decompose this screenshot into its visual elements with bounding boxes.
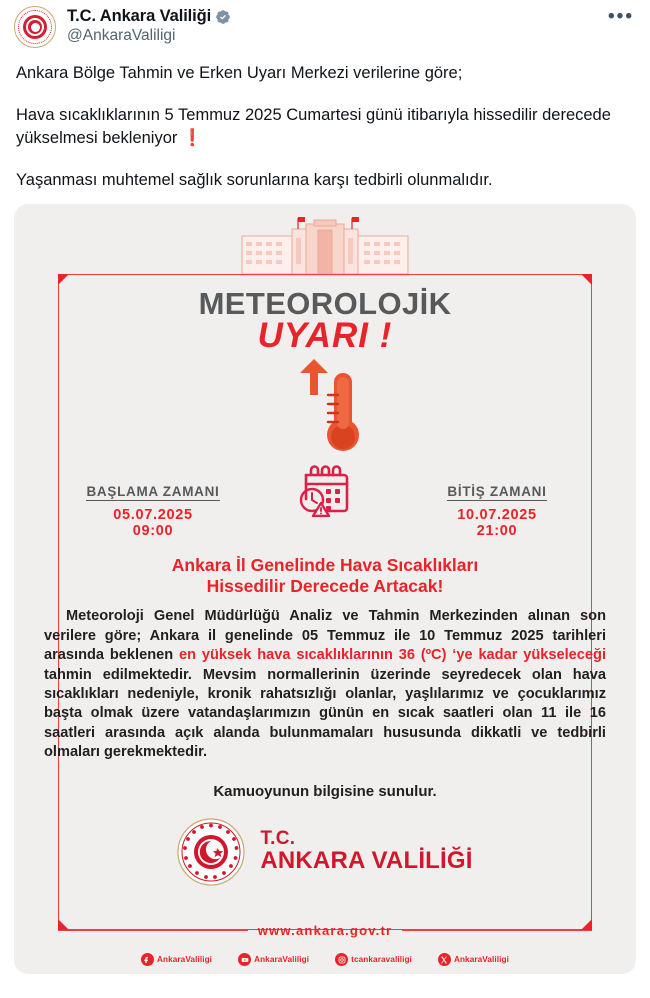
avatar[interactable] xyxy=(14,6,56,48)
display-name-row xyxy=(67,7,231,26)
tweet-paragraph-2 xyxy=(16,104,636,150)
more-options-icon[interactable]: ••• xyxy=(608,6,634,27)
social-name-instagram: tcankaravaliligi xyxy=(351,955,412,964)
end-time-hour: 21:00 xyxy=(476,523,518,540)
start-time-block xyxy=(58,483,248,539)
turkish-republic-seal-icon xyxy=(177,818,245,886)
tweet-paragraph-3: Yaşanması muhtemel sağlık sorunlarına karşı tedbirli olunmalıdır. xyxy=(16,171,493,189)
website-url[interactable]: www.ankara.gov.tr xyxy=(257,923,393,938)
social-item-instagram[interactable] xyxy=(335,953,412,966)
poster-headline-line1: Ankara İl Genelinde Hava Sıcaklıkları xyxy=(171,555,479,576)
end-time-date: 10.07.2025 xyxy=(457,507,537,524)
social-item-x[interactable] xyxy=(438,953,509,966)
url-line-left xyxy=(58,930,248,931)
start-time-label: BAŞLAMA ZAMANI xyxy=(86,484,220,500)
youtube-icon xyxy=(238,953,251,966)
thermometer-rising-icon xyxy=(288,359,362,455)
poster-closing-text: Kamuoyunun bilgisine sunulur. xyxy=(213,782,437,800)
social-name-youtube: AnkaraValiligi xyxy=(254,955,310,964)
x-twitter-icon xyxy=(438,953,451,966)
poster-content xyxy=(14,204,636,974)
poster-footer-logo xyxy=(36,818,614,886)
exclamation-icon: ❗ xyxy=(182,129,203,147)
end-time-block xyxy=(402,483,592,539)
facebook-icon xyxy=(141,953,154,966)
tweet-text xyxy=(0,52,650,192)
start-time-date: 05.07.2025 xyxy=(113,507,193,524)
social-media-bar xyxy=(14,953,636,966)
website-row xyxy=(58,923,592,938)
avatar-crest xyxy=(28,20,42,34)
social-name-facebook: AnkaraValiligi xyxy=(156,955,213,964)
poster-logo-line1: T.C. xyxy=(260,828,296,850)
poster-body-text xyxy=(36,607,614,762)
time-range-row xyxy=(36,459,614,545)
social-name-x: AnkaraValiligi xyxy=(453,955,510,964)
display-name[interactable]: T.C. Ankara Valiliği xyxy=(67,7,212,25)
instagram-icon xyxy=(335,953,348,966)
calendar-clock-warning-icon xyxy=(296,459,354,517)
poster-headline-line2: Hissedilir Derecede Artacak! xyxy=(206,576,444,597)
poster-logo-line2: ANKARA VALİLİĞİ xyxy=(260,846,473,874)
poster-logo-text xyxy=(260,829,472,874)
account-names xyxy=(67,6,231,45)
tweet-header xyxy=(0,0,650,52)
end-time-label: BİTİŞ ZAMANI xyxy=(447,484,547,500)
poster-body-part1: Meteoroloji Genel Müdürlüğü Analiz ve Tahmin Merkezinden alınan son verilere göre; Ankara il genelinde 05 Temmuz ile 10 Temmuz 2025 tarihleri arasında beklenen xyxy=(44,608,606,664)
poster-body-highlight: en yüksek hava sıcaklıklarının 36 (ºC) ‘ye kadar yükseleceği xyxy=(179,647,606,664)
tweet-paragraph-1: Ankara Bölge Tahmin ve Erken Uyarı Merkezi verilerine göre; xyxy=(16,64,463,82)
account-handle[interactable]: @AnkaraValiligi xyxy=(67,27,176,44)
thermometer-row xyxy=(36,359,614,457)
url-line-right xyxy=(402,930,592,931)
verified-badge-icon xyxy=(215,9,231,25)
poster-body-part2: tahmin edilmektedir. Mevsim normallerinin üzerinde seyredecek olan hava sıcaklıkları nedeniyle, kronik rahatsızlığı olanlar, yaşlılarımız ve çocuklarımız başta olmak üzere vatandaşlarımızın günün en sıcak saatleri olan 11 ile 16 saatleri arasında açık alanda bulunmamaları hususunda dikkatli ve tedbirli olmaları gerekmektedir. xyxy=(44,666,606,761)
warning-poster-image[interactable] xyxy=(14,204,636,974)
social-item-youtube[interactable] xyxy=(238,953,309,966)
poster-title-uyari: UYARI ! xyxy=(257,315,393,355)
poster-title-meteorolojik: METEOROLOJİK xyxy=(198,286,452,321)
social-item-facebook[interactable] xyxy=(141,953,212,966)
start-time-hour: 09:00 xyxy=(132,523,174,540)
tweet-paragraph-2-text: Hava sıcaklıklarının 5 Temmuz 2025 Cumartesi günü itibarıyla hissedilir derecede yükselmesi bekleniyor xyxy=(16,106,611,147)
